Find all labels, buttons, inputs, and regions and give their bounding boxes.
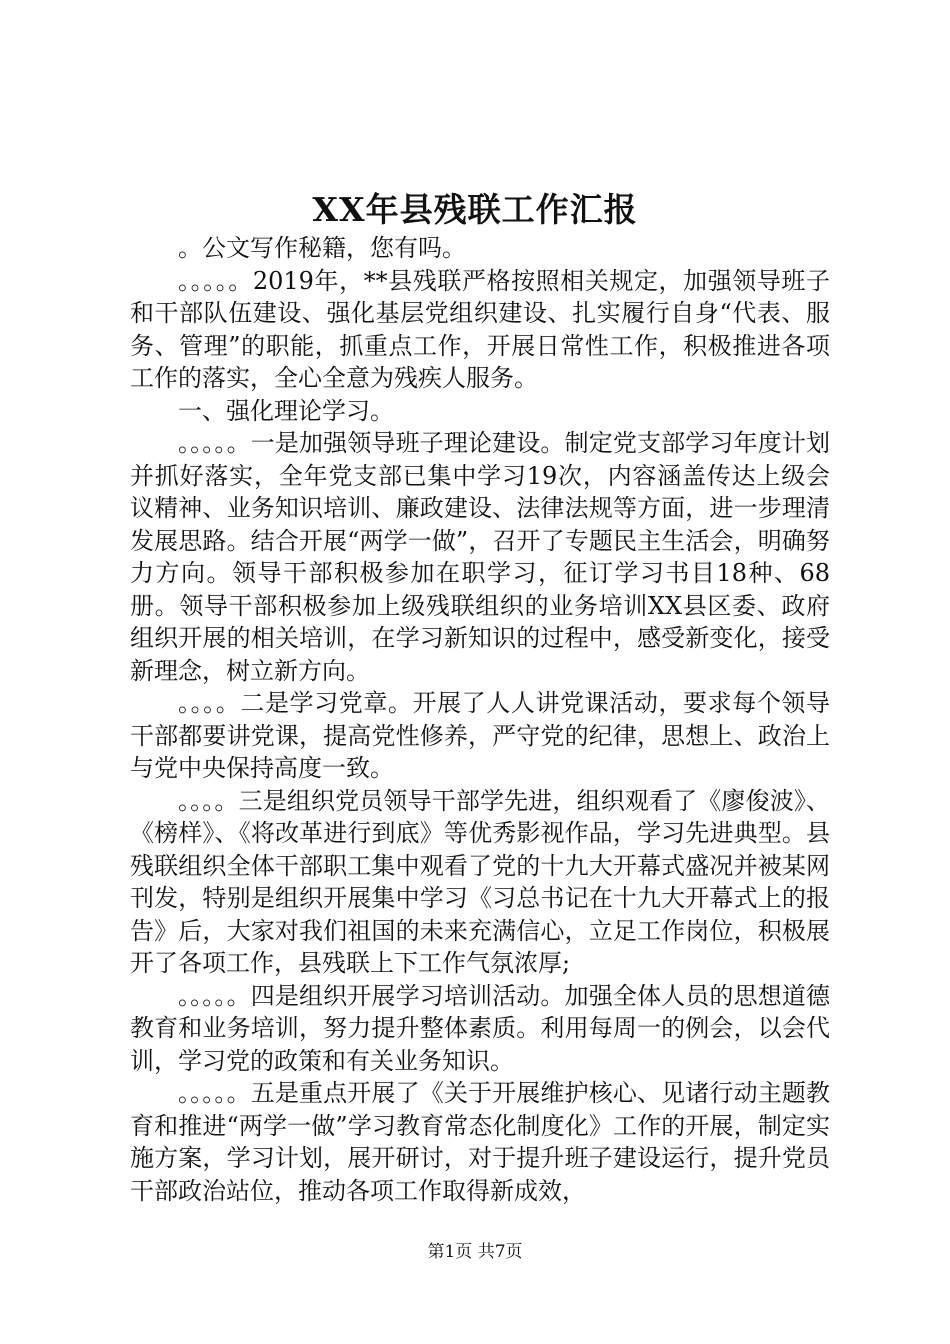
paragraph-item-1: 。。。。。一是加强领导班子理论建设。制定党支部学习年度计划并抓好落实，全年党支部已集中学习19次，内容涵盖传达上级会议精神、业务知识培训、廉政建设、法律法规等方面，进一步理清发展思路。结合开展“两学一做”，召开了专题民主生活会，明确努力方向。领导干部积极参加在职学习，征订学习书目18种、68册。领导干部积极参加上级残联组织的业务培训XX县区委、政府组织开展的相关培训，在学习新知识的过程中，感受新变化，接受新理念，树立新方向。	[130, 429, 830, 685]
paragraph-intro: 。公文写作秘籍，您有吗。	[178, 234, 466, 262]
paragraph-item-2: 。。。。二是学习党章。开展了人人讲党课活动，要求每个领导干部都要讲党课，提高党性修养，严守党的纪律，思想上、政治上与党中央保持高度一致。	[130, 689, 830, 782]
paragraph-item-3: 。。。。三是组织党员领导干部学先进，组织观看了《廖俊波》、《榜样》、《将改革进行到底》等优秀影视作品，学习先进典型。县残联组织全体干部职工集中观看了党的十九大开幕式盛况并被某网刊发，特别是组织开展集中学习《习总书记在十九大开幕式上的报告》后，大家对我们祖国的未来充满信心，立足工作岗位，积极展开了各项工作，县残联上下工作气氛浓厚;	[130, 786, 830, 977]
page-number-footer: 第1页 共7页	[427, 1242, 523, 1262]
document-body	[130, 232, 830, 1207]
paragraph-item-5: 。。。。。五是重点开展了《关于开展维护核心、见诸行动主题教育和推进“两学一做”学习教育常态化制度化》工作的开展，制定实施方案，学习计划，展开研讨，对于提升班子建设运行，提升党员干部政治站位，推动各项工作取得新成效，	[130, 1079, 830, 1205]
paragraph-item-4: 。。。。。四是组织开展学习培训活动。加强全体人员的思想道德教育和业务培训，努力提升整体素质。利用每周一的例会，以会代训，学习党的政策和有关业务知识。	[130, 981, 830, 1075]
document-title: XX年县残联工作汇报	[312, 190, 638, 229]
paragraph-summary: 。。。。。2019年，**县残联严格按照相关规定，加强领导班子和干部队伍建设、强化基层党组织建设、扎实履行自身“代表、服务、管理”的职能，抓重点工作，开展日常性工作，积极推进各项工作的落实，全心全意为残疾人服务。	[130, 266, 830, 392]
section-heading: 一、强化理论学习。	[178, 396, 394, 425]
